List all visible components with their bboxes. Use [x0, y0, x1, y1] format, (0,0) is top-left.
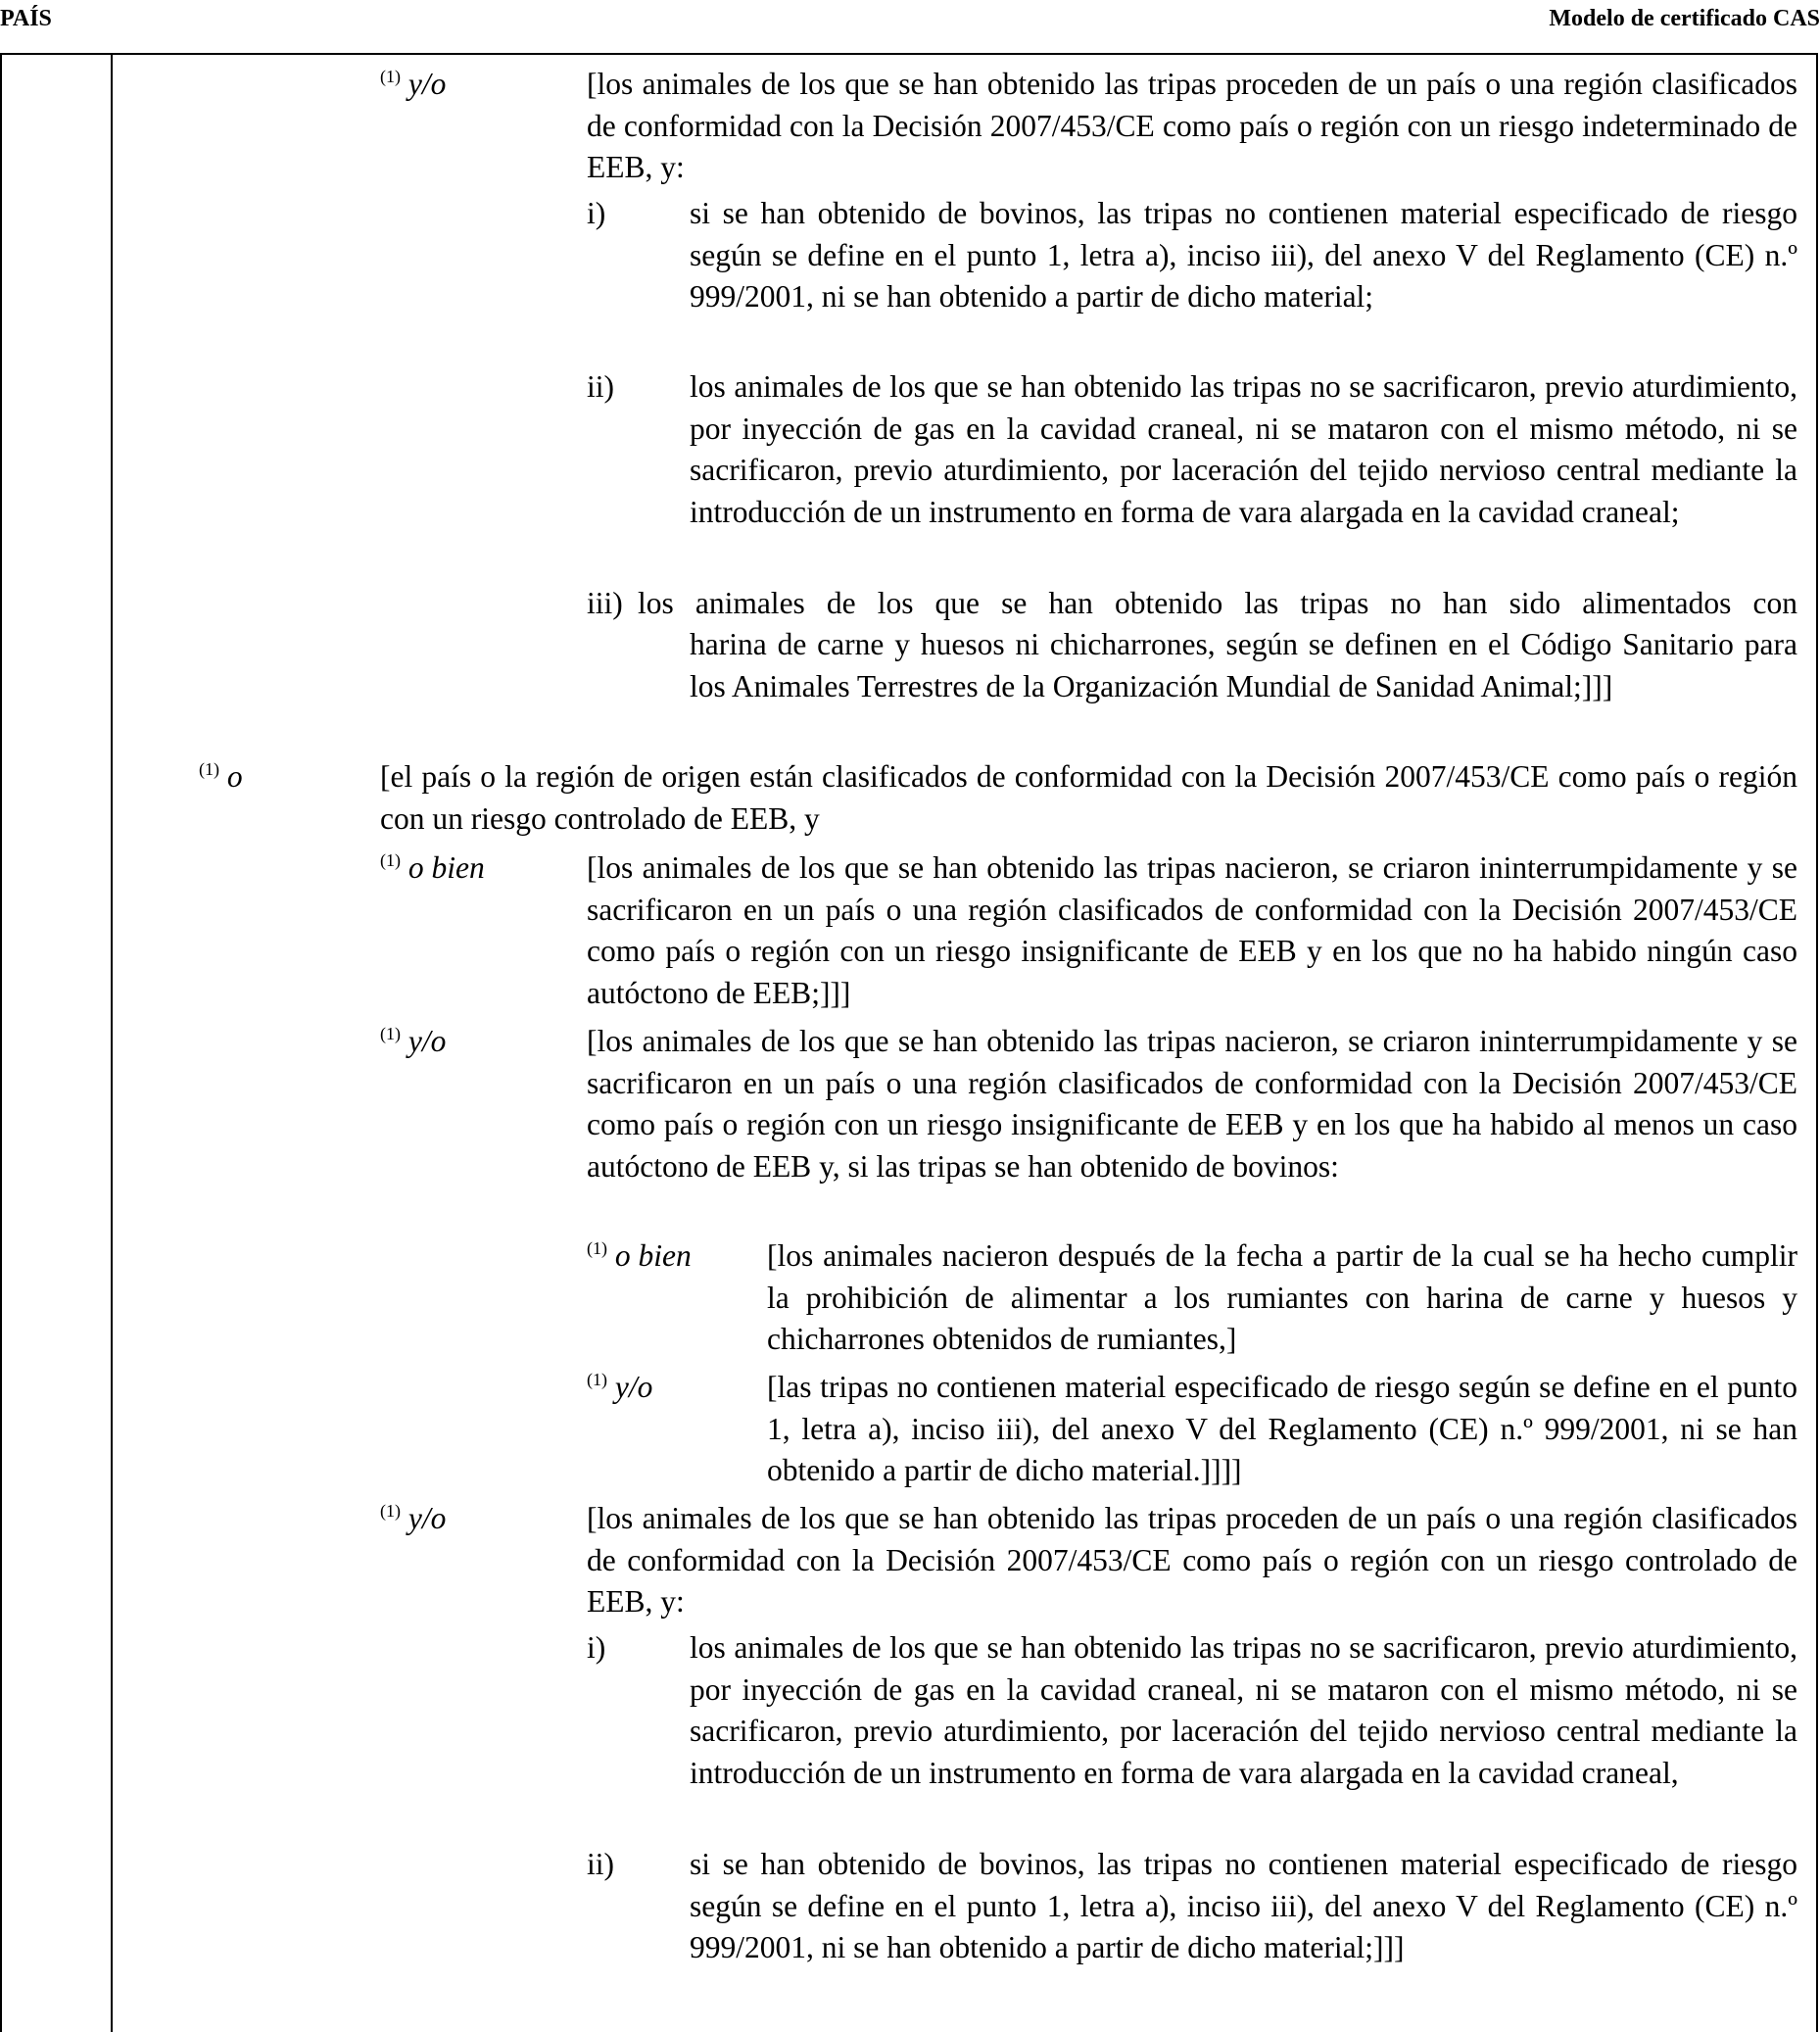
header-country: PAÍS — [0, 6, 52, 31]
paragraph-f: [las tripas no contienen material especificado de riesgo según se define en el punto 1, letra a), inciso iii), del anexo V del Reglamento (CE) n.º 999/2001, ni se han obtenido a partir de dicho material.]]]] — [767, 1370, 1797, 1487]
footnote-ref: (1) — [587, 1370, 607, 1389]
paragraph-g-i: los animales de los que se han obtenido las tripas no se sacrificaron, previo aturdimiento, por inyección de gas en la cavidad craneal, ni se mataron con el mismo método, ni se sacrificaron, previo aturdimiento, por laceración del tejido nervioso central mediante la introducción de un instrumento en forma de vara alargada en la cavidad craneal, — [690, 1630, 1797, 1790]
item-number: iii) — [587, 586, 623, 620]
paragraph-e: [los animales nacieron después de la fecha a partir de la cual se ha hecho cumplir la prohibición de alimentar a los rumiantes con harina de carne y huesos y chicharrones obtenidos de rumiantes,] — [767, 1238, 1797, 1356]
footnote-ref: (1) — [587, 1238, 607, 1258]
item-number: i) — [587, 1630, 606, 1665]
paragraph-g: [los animales de los que se han obtenido las tripas proceden de un país o una región clasificados de conformidad con la Decisión 2007/453/CE como país o región con un riesgo controlado de EEB, y: — [587, 1501, 1797, 1619]
item-number: ii) — [587, 1847, 614, 1881]
option-label — [587, 1367, 652, 1413]
paragraph-a-iii-first-line: los animales de los que se han obtenido las tripas no han sido alimentados con — [638, 586, 1797, 620]
item-number: i) — [587, 196, 606, 230]
option-keyword: o bien — [407, 850, 485, 885]
footnote-ref: (1) — [199, 759, 219, 779]
option-label — [380, 64, 446, 110]
column-divider — [111, 53, 113, 2032]
option-keyword: o bien — [614, 1238, 692, 1273]
header-model-title: Modelo de certificado CAS — [1549, 6, 1820, 31]
option-keyword: y/o — [614, 1370, 653, 1404]
option-label — [380, 847, 485, 894]
paragraph-a: [los animales de los que se han obtenido las tripas proceden de un país o una región clasificados de conformidad con la Decisión 2007/453/CE como país o región con un riesgo indeterminado de EEB, y: — [587, 67, 1797, 184]
option-label — [380, 1021, 446, 1067]
paragraph-a-ii: los animales de los que se han obtenido las tripas no se sacrificaron, previo aturdimiento, por inyección de gas en la cavidad craneal, ni se mataron con el mismo método, ni se sacrificaron, previo aturdimiento, por laceración del tejido nervioso central mediante la introducción de un instrumento en forma de vara alargada en la cavidad craneal; — [690, 369, 1797, 529]
footnote-ref: (1) — [380, 1024, 401, 1043]
paragraph-c: [los animales de los que se han obtenido las tripas nacieron, se criaron ininterrumpidamente y se sacrificaron en un país o una región clasificados de conformidad con la Decisión 2007/453/CE como país o región con un riesgo insignificante de EEB y en los que no ha habido ningún caso autóctono de EEB;]]] — [587, 850, 1797, 1010]
option-keyword: o — [226, 759, 243, 794]
option-keyword: y/o — [407, 67, 447, 101]
footnote-ref: (1) — [380, 67, 401, 86]
paragraph-g-ii: si se han obtenido de bovinos, las tripas no contienen material especificado de riesgo según se define en el punto 1, letra a), inciso iii), del anexo V del Reglamento (CE) n.º 999/2001, ni se han obtenido a partir de dicho material;]]] — [690, 1847, 1797, 1964]
paragraph-b: [el país o la región de origen están clasificados de conformidad con la Decisión 2007/453/CE como país o región con un riesgo controlado de EEB, y — [380, 759, 1797, 836]
paragraph-d: [los animales de los que se han obtenido las tripas nacieron, se criaron ininterrumpidamente y se sacrificaron en un país o una región clasificados de conformidad con la Decisión 2007/453/CE como país o región con un riesgo insignificante de EEB y en los que ha habido al menos un caso autóctono de EEB y, si las tripas se han obtenido de bovinos: — [587, 1024, 1797, 1184]
option-keyword: y/o — [407, 1024, 447, 1058]
option-label — [380, 1498, 446, 1544]
footnote-ref: (1) — [380, 850, 401, 870]
option-keyword: y/o — [407, 1501, 447, 1535]
footnote-ref: (1) — [380, 1501, 401, 1521]
page-header — [0, 0, 1820, 39]
option-label — [587, 1235, 692, 1282]
paragraph-a-iii: harina de carne y huesos ni chicharrones, según se definen en el Código Sanitario para los Animales Terrestres de la Organización Mundial de Sanidad Animal;]]] — [690, 627, 1797, 703]
option-label — [199, 756, 243, 802]
item-number: ii) — [587, 369, 614, 404]
paragraph-a-i: si se han obtenido de bovinos, las tripas no contienen material especificado de riesgo según se define en el punto 1, letra a), inciso iii), del anexo V del Reglamento (CE) n.º 999/2001, ni se han obtenido a partir de dicho material; — [690, 196, 1797, 314]
